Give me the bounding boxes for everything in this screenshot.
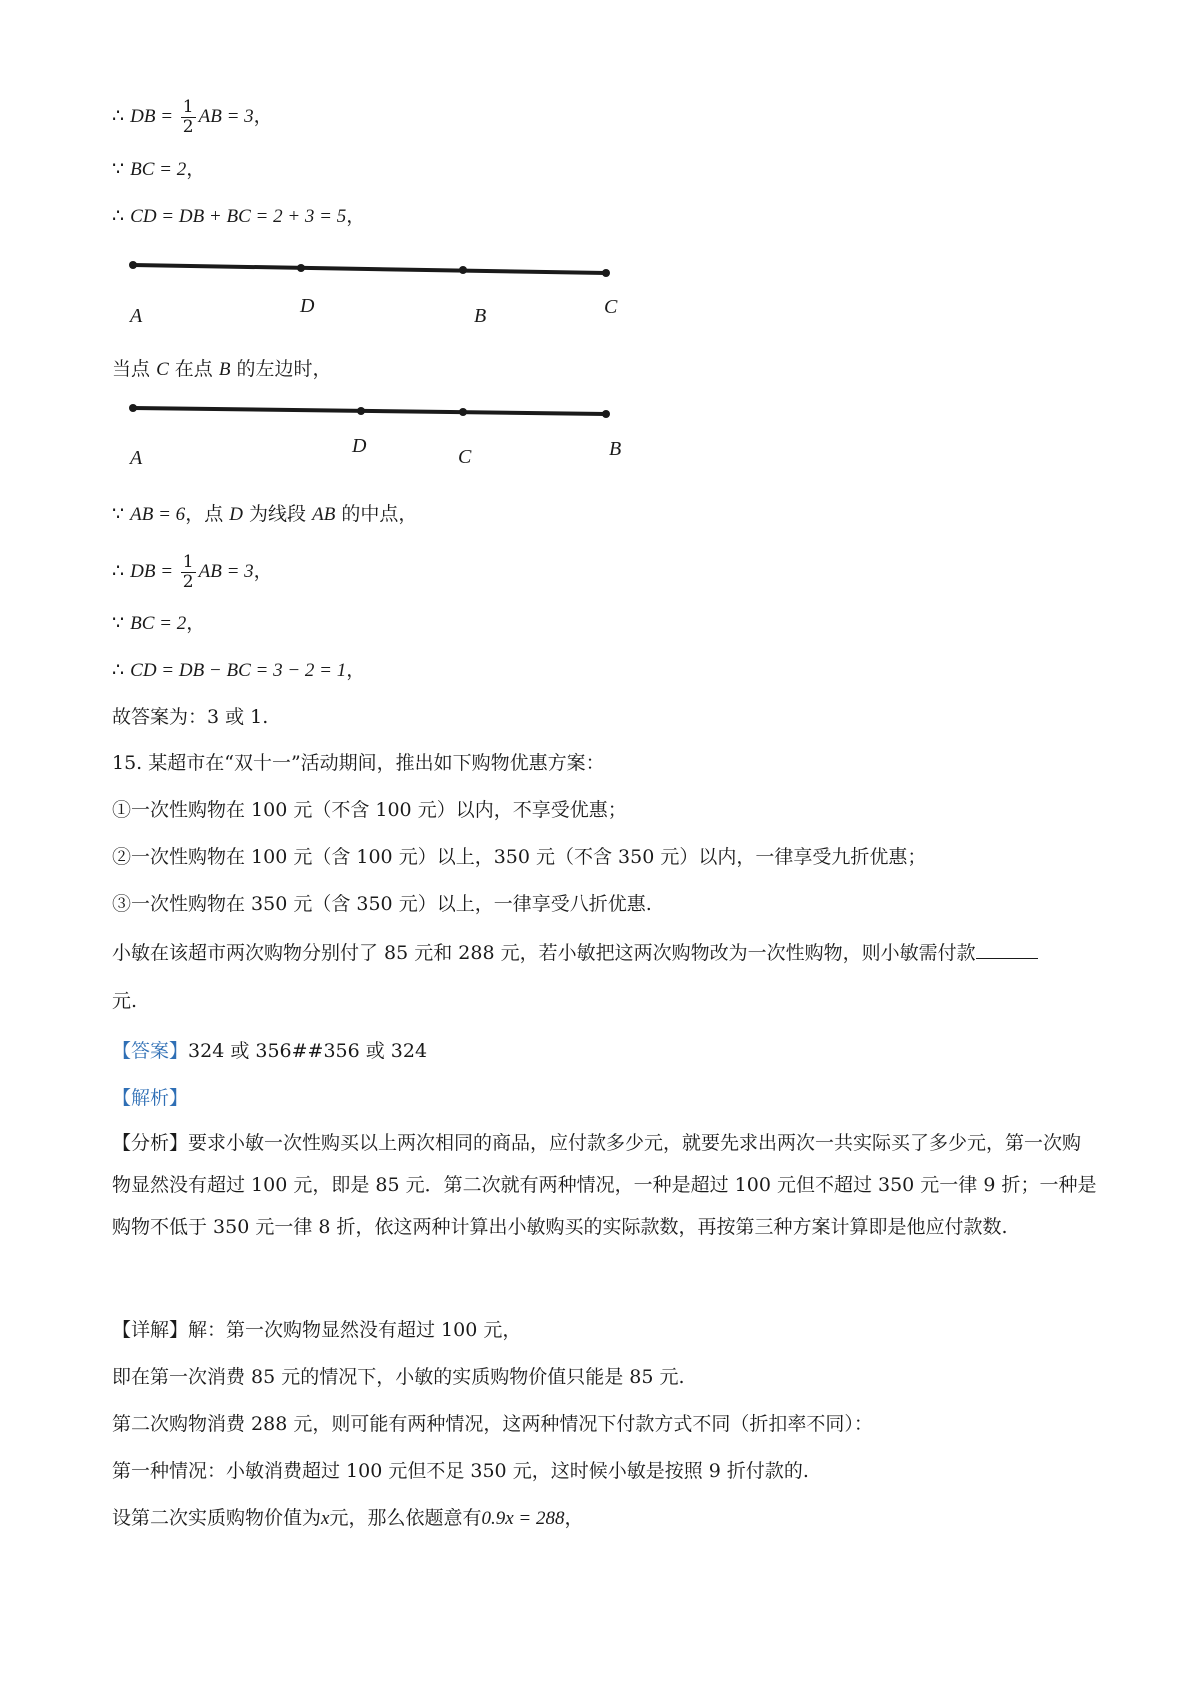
text: 在点	[174, 358, 213, 380]
xiangjie-text: 解：第一次购物显然没有超过 100 元，	[188, 1319, 522, 1341]
segment-line	[133, 408, 606, 414]
math-lhs: DB =	[130, 106, 178, 128]
segment-line	[133, 265, 606, 273]
step-line-7	[112, 659, 365, 683]
math-rhs: AB = 3	[198, 561, 254, 583]
math-rhs: AB = 3	[198, 106, 254, 128]
detail-line-2: 第二次购物消费 288 元，则可能有两种情况，这两种情况下付款方式不同（折扣率不同）：	[112, 1413, 873, 1435]
text: 的左边时，	[236, 358, 332, 380]
answer-blank	[976, 940, 1038, 959]
equation: 0.9x = 288	[481, 1508, 565, 1529]
xiangjie-tag: 【详解】	[112, 1319, 189, 1341]
figure-1	[128, 261, 618, 327]
punct: ，	[253, 560, 273, 583]
var-b: B	[218, 359, 231, 380]
math-expr: AB = 6	[130, 504, 186, 525]
q15-option-3: ③一次性购物在 350 元（含 350 元）以上，一律享受八折优惠.	[112, 893, 652, 915]
punct: ，	[346, 205, 366, 227]
punct: ，	[564, 1507, 584, 1529]
math-expr: CD = DB + BC = 2 + 3 = 5	[130, 206, 347, 227]
punct: ，	[186, 612, 206, 634]
point-d	[357, 407, 365, 415]
xiangjie-line	[112, 1319, 521, 1342]
q15-option-1: ①一次性购物在 100 元（不含 100 元）以内，不享受优惠；	[112, 799, 627, 821]
because-symbol: ∵	[112, 612, 125, 634]
text: 元，那么依题意有	[329, 1507, 482, 1529]
because-symbol: ∵	[112, 503, 125, 525]
question-text: 小敏在该超市两次购物分别付了 85 元和 288 元，若小敏把这两次购物改为一次性购物，则小敏需付款	[112, 942, 976, 964]
label-d: D	[352, 435, 367, 457]
q15-option-2: ②一次性购物在 100 元（含 100 元）以上，350 元（不含 350 元）以内，一律享受九折优惠；	[112, 846, 927, 868]
math-expr: BC = 2	[130, 159, 187, 180]
text: 为线段	[249, 503, 307, 525]
point-c	[602, 269, 610, 277]
label-b: B	[474, 305, 487, 327]
fenxi-tag: 【分析】	[112, 1132, 189, 1154]
point-a	[129, 261, 137, 269]
detail-line-1: 即在第一次消费 85 元的情况下，小敏的实质购物价值只能是 85 元.	[112, 1366, 685, 1388]
segment-figures	[0, 0, 1200, 480]
therefore-symbol: ∴	[112, 659, 125, 681]
label-a: A	[130, 447, 143, 469]
var-ab: AB	[312, 504, 336, 525]
text: 设第二次实质购物价值为	[112, 1507, 322, 1529]
step-line-6	[112, 612, 205, 636]
detail-line-4	[112, 1507, 584, 1531]
text: 的中点，	[341, 503, 418, 525]
analysis-tag: 【解析】	[112, 1087, 189, 1109]
fraction-denominator: 2	[182, 116, 194, 137]
label-d: D	[300, 295, 315, 317]
math-lhs: DB =	[130, 561, 178, 583]
fraction-numerator: 1	[182, 97, 194, 117]
point-a	[129, 404, 137, 412]
therefore-symbol: ∴	[112, 105, 125, 128]
point-d	[297, 264, 305, 272]
point-b	[459, 266, 467, 274]
answer-text: 324 或 356##356 或 324	[188, 1040, 428, 1062]
label-b: B	[609, 438, 622, 460]
fenxi-text: 要求小敏一次性购买以上两次相同的商品，应付款多少元，就要先求出两次一共实际买了多少元，第一次购物显然没有超过 100 元，即是 85 元．第二次就有两种情况，一种是超过 100 元但不超过 350 元一律 9 折；一种是购物不低于 350 元一律 8 折，依这两种计算出小敏购买的实际款数，再按第三种方案计算即是他应付款数.	[112, 1132, 1097, 1238]
var-c: C	[156, 359, 169, 380]
text: ，点	[185, 503, 224, 525]
var-d: D	[229, 504, 243, 525]
label-c: C	[604, 296, 618, 318]
figure-2	[128, 404, 621, 469]
q15-question	[112, 940, 1038, 965]
fraction-denominator: 2	[182, 571, 194, 592]
var-x: x	[321, 1508, 330, 1529]
fenxi-paragraph	[112, 1122, 1097, 1248]
text: 当点	[112, 358, 151, 380]
q15-stem: 15. 某超市在“双十一”活动期间，推出如下购物优惠方案：	[112, 752, 605, 774]
point-b	[602, 410, 610, 418]
therefore-symbol: ∴	[112, 205, 125, 227]
therefore-symbol: ∴	[112, 560, 125, 583]
punct: ，	[346, 659, 366, 681]
math-expr: BC = 2	[130, 613, 187, 634]
answer-line	[112, 1040, 427, 1063]
detail-line-3: 第一种情况：小敏消费超过 100 元但不足 350 元，这时候小敏是按照 9 折付款的.	[112, 1460, 809, 1482]
because-symbol: ∵	[112, 158, 125, 180]
point-c	[459, 408, 467, 416]
fraction-numerator: 1	[182, 552, 194, 572]
label-c: C	[458, 446, 472, 468]
q15-unit: 元.	[112, 990, 138, 1012]
punct: ，	[253, 105, 273, 128]
label-a: A	[130, 305, 143, 327]
answer-tag: 【答案】	[112, 1040, 189, 1062]
punct: ，	[186, 158, 206, 180]
step-line-5	[112, 553, 273, 591]
math-expr: CD = DB − BC = 3 − 2 = 1	[130, 660, 347, 681]
fraction	[181, 553, 196, 591]
step-line-4	[112, 503, 417, 527]
case-heading	[112, 358, 332, 382]
answer-14: 故答案为：3 或 1.	[112, 706, 269, 728]
